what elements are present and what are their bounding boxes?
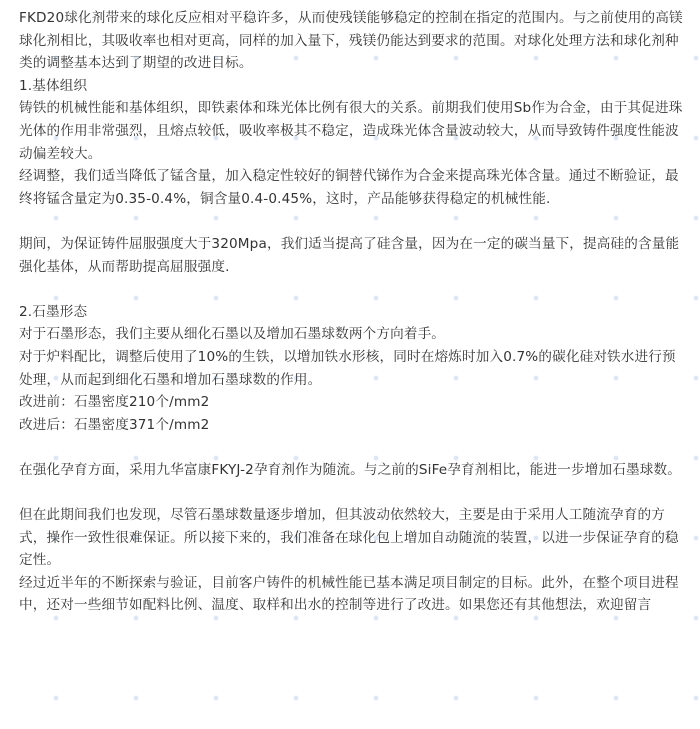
graphite-paragraph-3: 在强化孕育方面，采用九华富康FKYJ-2孕育剂作为随流。与之前的SiFe孕育剂相比，能进一步增加石墨球数。 xyxy=(19,461,681,478)
spacer xyxy=(19,481,687,504)
before-improvement: 改进前：石墨密度210个/mm2 xyxy=(19,394,210,411)
after-improvement: 改进后：石墨密度371个/mm2 xyxy=(19,416,210,433)
matrix-paragraph-3: 期间，为保证铸件屈服强度大于320Mpa，我们适当提高了硅含量，因为在一定的碳当量下，提高硅的含量能强化基体，从而帮助提高屈服强度. xyxy=(19,235,680,275)
graphite-paragraph-2: 对于炉料配比，调整后使用了10%的生铁，以增加铁水形核，同时在熔炼时加入0.7%的碳化硅对铁水进行预处理，从而起到细化石墨和增加石墨球数的作用。 xyxy=(19,348,676,388)
graphite-paragraph-4: 但在此期间我们也发现，尽管石墨球数量逐步增加，但其波动依然较大，主要是由于采用人工随流孕育的方式，操作一致性很难保证。所以接下来的，我们准备在球化包上增加自动随流的装置，以进一步保证孕育的稳定性。 xyxy=(19,507,679,569)
spacer xyxy=(19,278,687,301)
matrix-paragraph-1: 铸铁的机械性能和基体组织，即铁素体和珠光体比例有很大的关系。前期我们使用Sb作为合金，由于其促进珠光体的作用非常强烈，且熔点较低，吸收率极其不稳定，造成珠光体含量波动较大，从而导致铸件强度性能波动偏差较大。 xyxy=(19,100,683,162)
intro-paragraph: FKD20球化剂带来的球化反应相对平稳许多，从而使残镁能够稳定的控制在指定的范围内。与之前使用的高镁球化剂相比，其吸收率也相对更高，同样的加入量下，残镁仍能达到要求的范围。对球化处理方法和球化剂种类的调整基本达到了期望的改进目标。 xyxy=(19,10,683,72)
article-body xyxy=(19,7,687,617)
section-heading-graphite: 2.石墨形态 xyxy=(19,303,88,320)
matrix-paragraph-2: 经调整，我们适当降低了锰含量，加入稳定性较好的铜替代锑作为合金来提高珠光体含量。通过不断验证，最终将锰含量定为0.35-0.4%，铜含量0.4-0.45%，这时，产品能够获得稳定的机械性能. xyxy=(19,168,679,207)
section-heading-matrix: 1.基体组织 xyxy=(19,77,88,94)
conclusion-paragraph: 经过近半年的不断探索与验证，目前客户铸件的机械性能已基本满足项目制定的目标。此外，在整个项目进程中，还对一些细节如配料比例、温度、取样和出水的控制等进行了改进。如果您还有其他想法，欢迎留言 xyxy=(19,574,679,614)
graphite-paragraph-1: 对于石墨形态，我们主要从细化石墨以及增加石墨球数两个方向着手。 xyxy=(19,326,446,343)
spacer xyxy=(19,436,687,459)
spacer xyxy=(19,210,687,233)
